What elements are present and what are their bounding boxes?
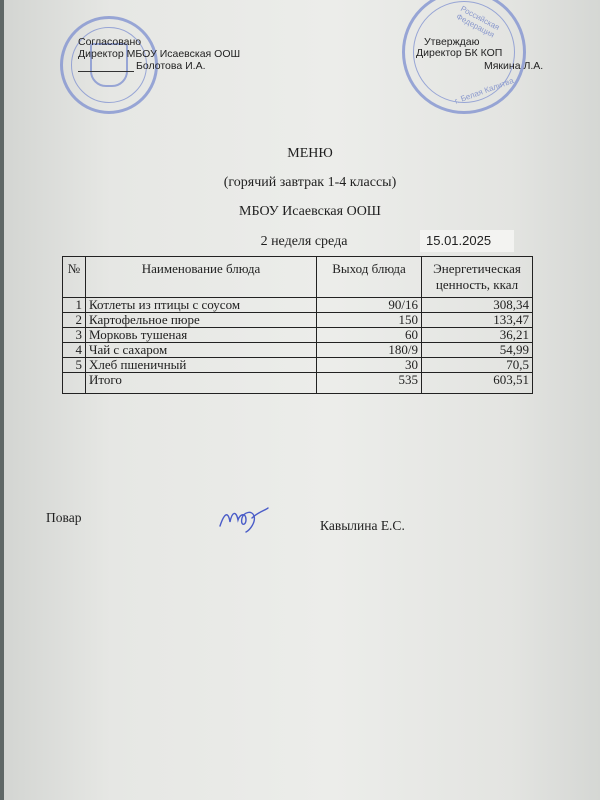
cook-role: Повар	[46, 510, 82, 525]
row-energy: 133,47	[422, 313, 533, 328]
row-num: 4	[63, 343, 86, 358]
document-page	[4, 0, 600, 800]
table-total-row	[63, 373, 533, 394]
row-output: 90/16	[317, 298, 422, 313]
approval-right-name: Мякина Л.А.	[484, 60, 544, 72]
school-name: МБОУ Исаевская ООШ	[239, 204, 381, 219]
table-row	[63, 298, 533, 313]
row-dish-name: Хлеб пшеничный	[86, 358, 317, 373]
menu-date: 15.01.2025	[420, 230, 514, 252]
approval-left-title: Согласовано	[78, 36, 142, 48]
approval-left-sign-line	[78, 71, 134, 72]
stamp-right-text: Российская Федерация	[454, 4, 502, 40]
menu-table	[62, 256, 533, 394]
total-label: Итого	[86, 373, 317, 394]
handwritten-signature	[216, 504, 272, 534]
approval-right-position: Директор БК КОП	[416, 47, 503, 59]
row-output: 60	[317, 328, 422, 343]
row-energy: 36,21	[422, 328, 533, 343]
table-row	[63, 358, 533, 373]
row-dish-name: Морковь тушеная	[86, 328, 317, 343]
row-energy: 54,99	[422, 343, 533, 358]
row-output: 30	[317, 358, 422, 373]
menu-title: МЕНЮ	[287, 146, 333, 161]
row-dish-name: Картофельное пюре	[86, 313, 317, 328]
table-row	[63, 328, 533, 343]
approval-left-position: Директор МБОУ Исаевская ООШ	[78, 48, 241, 60]
table-row	[63, 343, 533, 358]
row-energy: 70,5	[422, 358, 533, 373]
header-dish-name: Наименование блюда	[86, 257, 317, 298]
row-output: 180/9	[317, 343, 422, 358]
row-energy: 308,34	[422, 298, 533, 313]
row-num: 3	[63, 328, 86, 343]
header-num: №	[63, 257, 86, 298]
header-output: Выход блюда	[317, 257, 422, 298]
row-dish-name: Чай с сахаром	[86, 343, 317, 358]
table-header-row	[63, 257, 533, 298]
menu-subtitle: (горячий завтрак 1-4 классы)	[223, 175, 397, 190]
row-num: 2	[63, 313, 86, 328]
stamp-right-text-2: г. Белая Калитва	[453, 76, 515, 106]
total-output: 535	[317, 373, 422, 394]
week-day: 2 неделя среда	[260, 234, 348, 249]
row-dish-name: Котлеты из птицы с соусом	[86, 298, 317, 313]
table-row	[63, 313, 533, 328]
row-output: 150	[317, 313, 422, 328]
approval-left-name: Болотова И.А.	[136, 60, 206, 72]
header-energy: Энергетическая ценность, ккал	[422, 257, 533, 298]
total-energy: 603,51	[422, 373, 533, 394]
total-num	[63, 373, 86, 394]
cook-name: Кавылина Е.С.	[320, 518, 405, 533]
approval-right-title: Утверждаю	[424, 36, 480, 48]
row-num: 5	[63, 358, 86, 373]
row-num: 1	[63, 298, 86, 313]
